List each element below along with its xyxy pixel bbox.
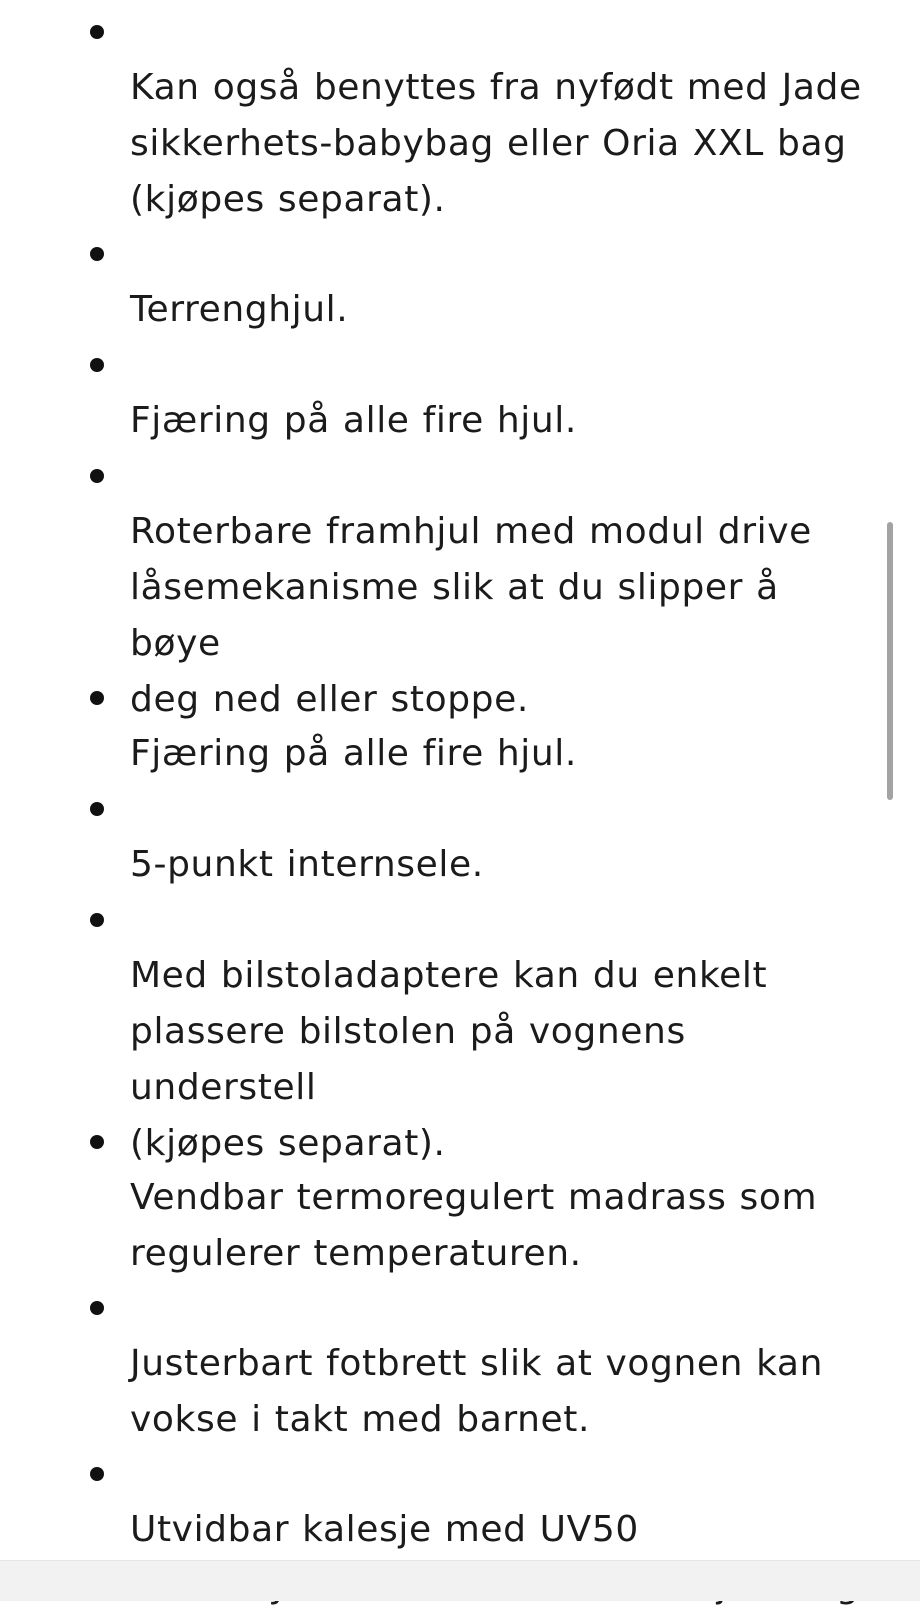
list-item xyxy=(130,337,875,449)
bullet-icon xyxy=(90,802,104,816)
bullet-icon xyxy=(90,469,104,483)
feature-text: Kan også benyttes fra nyfødt med Jade sikkerhets-babybag eller Oria XXL bag (kjøpes separat). xyxy=(130,67,862,220)
bottom-bar xyxy=(0,1560,920,1601)
bullet-icon xyxy=(90,1301,104,1315)
bullet-icon xyxy=(90,1467,104,1481)
feature-text: Med bilstoladaptere kan du enkelt plassere bilstolen på vognens understell (kjøpes separat). xyxy=(130,955,768,1164)
bullet-icon xyxy=(90,247,104,261)
list-item xyxy=(130,4,875,228)
feature-text: Fjæring på alle fire hjul. xyxy=(130,400,577,441)
feature-text: Vendbar termoregulert madrass som regulerer temperaturen. xyxy=(130,1177,818,1274)
feature-text: Utvidbar kalesje med UV50 xyxy=(130,1509,639,1550)
scrollbar-thumb[interactable] xyxy=(887,522,893,800)
bullet-icon xyxy=(90,1135,104,1149)
bullet-icon xyxy=(90,358,104,372)
list-item xyxy=(130,1114,875,1282)
bullet-icon xyxy=(90,25,104,39)
feature-text: 5-punkt internsele. xyxy=(130,844,484,885)
feature-text: Roterbare framhjul med modul drive låsemekanisme slik at du slipper å bøye deg ned eller stoppe. xyxy=(130,511,812,720)
list-item xyxy=(130,1280,875,1448)
bullet-icon xyxy=(90,691,104,705)
feature-text: Fjæring på alle fire hjul. xyxy=(130,733,577,774)
bullet-icon xyxy=(90,913,104,927)
list-item xyxy=(130,226,875,338)
feature-text: Justerbart fotbrett slik at vognen kan vokse i takt med barnet. xyxy=(130,1343,823,1440)
feature-text: Terrenghjul. xyxy=(130,289,349,330)
list-item xyxy=(130,781,875,893)
list-item xyxy=(130,670,875,782)
